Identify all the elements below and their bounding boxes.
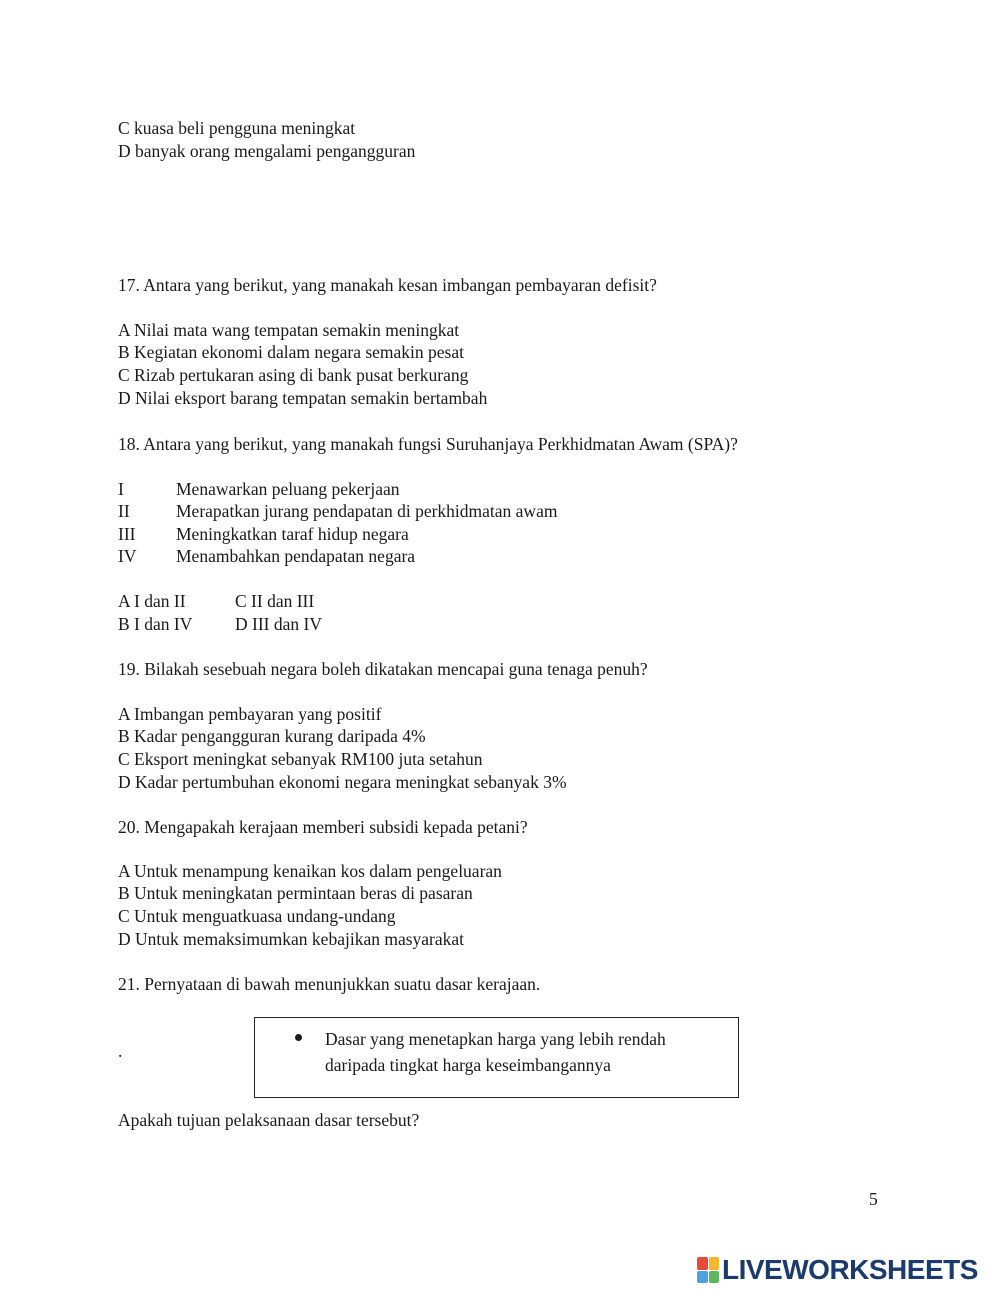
q18-statement-text: Menambahkan pendapatan negara: [176, 546, 416, 566]
q19-option-d: D Kadar pertumbuhan ekonomi negara meningkat sebanyak 3%: [118, 772, 567, 792]
liveworksheets-logo: [697, 1255, 978, 1285]
q21-dot: .: [118, 1041, 123, 1061]
q18-statement-text: Merapatkan jurang pendapatan di perkhidmatan awam: [176, 501, 558, 521]
q20-option-b: B Untuk meningkatan permintaan beras di pasaran: [118, 883, 473, 903]
q20-option-c: C Untuk menguatkuasa undang-undang: [118, 906, 396, 926]
q21-statement-text: Dasar yang menetapkan harga yang lebih rendah daripada tingkat harga keseimbangannya: [325, 1029, 666, 1075]
q20-question: 20. Mengapakah kerajaan memberi subsidi kepada petani?: [118, 817, 528, 837]
q19-option-b: B Kadar pengangguran kurang daripada 4%: [118, 726, 426, 746]
q17-question: 17. Antara yang berikut, yang manakah kesan imbangan pembayaran defisit?: [118, 275, 657, 295]
q18-question: 18. Antara yang berikut, yang manakah fungsi Suruhanjaya Perkhidmatan Awam (SPA)?: [118, 434, 738, 454]
bullet-icon: [295, 1034, 302, 1041]
q17-option-d: D Nilai eksport barang tempatan semakin bertambah: [118, 388, 488, 408]
q16-option-d: D banyak orang mengalami pengangguran: [118, 141, 416, 161]
q18-statement-num: I: [118, 479, 124, 499]
q17-option-c: C Rizab pertukaran asing di bank pusat berkurang: [118, 365, 469, 385]
q18-option-b: B I dan IV: [118, 614, 193, 634]
q18-statement-num: IV: [118, 546, 137, 566]
q21-followup: Apakah tujuan pelaksanaan dasar tersebut?: [118, 1110, 420, 1130]
q19-question: 19. Bilakah sesebuah negara boleh dikatakan mencapai guna tenaga penuh?: [118, 659, 648, 679]
page-number: 5: [869, 1189, 878, 1209]
q18-option-c: C II dan III: [235, 591, 315, 611]
q17-option-b: B Kegiatan ekonomi dalam negara semakin pesat: [118, 342, 464, 362]
q21-statement-box: [254, 1017, 739, 1098]
q18-statement-num: III: [118, 524, 136, 544]
q19-option-a: A Imbangan pembayaran yang positif: [118, 704, 382, 724]
q17-option-a: A Nilai mata wang tempatan semakin meningkat: [118, 320, 460, 340]
q18-statement-num: II: [118, 501, 130, 521]
liveworksheets-logo-text: LIVEWORKSHEETS: [722, 1254, 978, 1285]
q20-option-d: D Untuk memaksimumkan kebajikan masyarakat: [118, 929, 465, 949]
q21-question: 21. Pernyataan di bawah menunjukkan suatu dasar kerajaan.: [118, 974, 541, 994]
q18-statement-text: Menawarkan peluang pekerjaan: [176, 479, 400, 499]
q16-option-c: C kuasa beli pengguna meningkat: [118, 118, 356, 138]
q20-option-a: A Untuk menampung kenaikan kos dalam pengeluaran: [118, 861, 502, 881]
liveworksheets-logo-icon: [697, 1257, 719, 1283]
q18-option-a: A I dan II: [118, 591, 186, 611]
q18-option-d: D III dan IV: [235, 614, 322, 634]
q19-option-c: C Eksport meningkat sebanyak RM100 juta setahun: [118, 749, 483, 769]
q18-statement-text: Meningkatkan taraf hidup negara: [176, 524, 409, 544]
